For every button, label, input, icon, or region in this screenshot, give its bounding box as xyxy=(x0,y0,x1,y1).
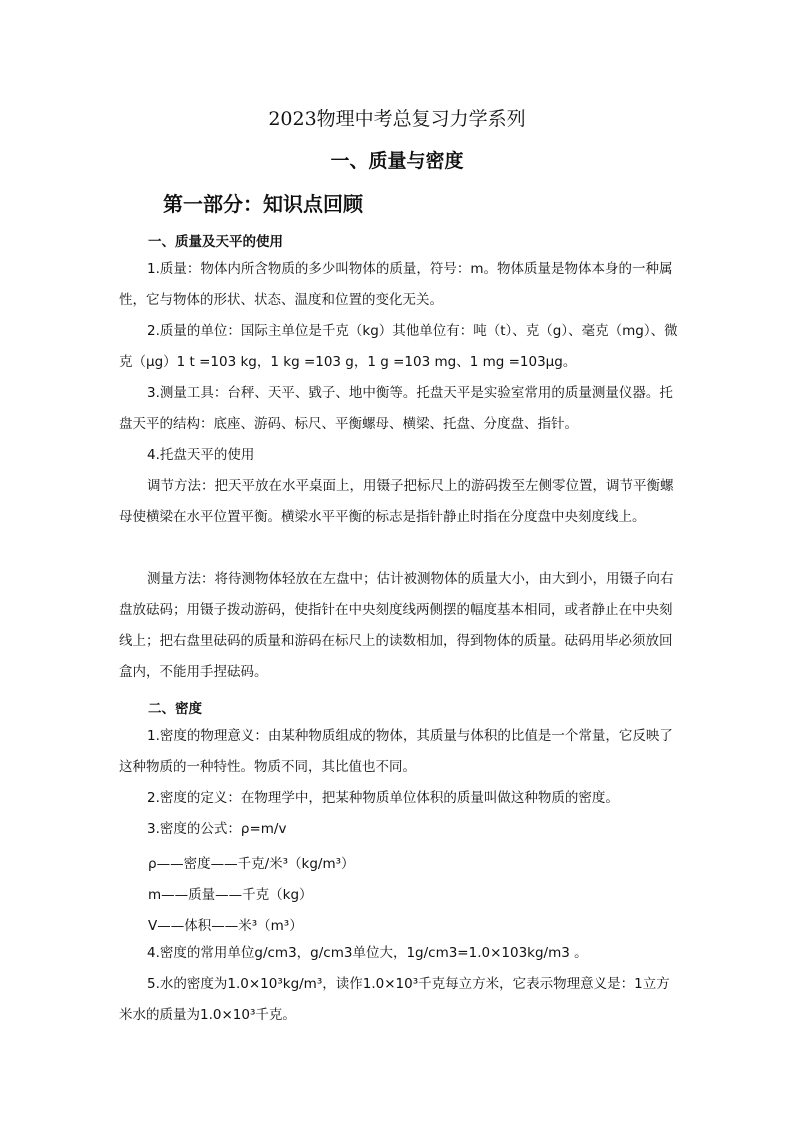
formula-line-mass: m——质量——千克（kg） xyxy=(148,887,313,903)
paragraph-water-density: 5.水的密度为1.0×10³kg/m³，读作1.0×10³千克每立方米，它表示物理意义是：1立方米水的质量为1.0×10³千克。 xyxy=(119,976,670,1023)
chapter-title: 一、质量与密度 xyxy=(330,150,464,172)
paragraph-density-definition: 2.密度的定义：在物理学中，把某种物质单位体积的质量叫做这种物质的密度。 xyxy=(147,790,619,806)
formula-line-density: ρ——密度——千克/米³（kg/m³） xyxy=(148,856,355,872)
section-heading-density: 二、密度 xyxy=(148,701,202,717)
paragraph-measure-method: 测量方法：将待测物体轻放在左盘中；估计被测物体的质量大小，由大到小，用镊子向右盘放砝码；用镊子拨动游码，使指针在中央刻度线两侧摆的幅度基本相同，或者静止在中央刻线上；把右盘里砝码的质量和游码在标尺上的读数相加，得到物体的质量。砝码用毕必须放回盒内，不能用手捏砝码。 xyxy=(119,571,674,680)
paragraph-mass-tools: 3.测量工具：台秤、天平、戥子、地中衡等。托盘天平是实验室常用的质量测量仪器。托盘天平的结构：底座、游码、标尺、平衡螺母、横梁、托盘、分度盘、指针。 xyxy=(119,385,673,432)
paragraph-density-units: 4.密度的常用单位g/cm3，g/cm3单位大，1g/cm3=1.0×103kg/m3 。 xyxy=(147,945,588,961)
section-heading-mass: 一、质量及天平的使用 xyxy=(148,234,283,250)
paragraph-density-meaning: 1.密度的物理意义：由某种物质组成的物体，其质量与体积的比值是一个常量，它反映了这种物质的一种特性。物质不同，其比值也不同。 xyxy=(119,728,673,775)
paragraph-adjust-method: 调节方法：把天平放在水平桌面上，用镊子把标尺上的游码拨至左侧零位置，调节平衡螺母使横梁在水平位置平衡。横梁水平平衡的标志是指针静止时指在分度盘中央刻度线上。 xyxy=(119,478,674,525)
formula-line-volume: V——体积——米³（m³） xyxy=(148,918,303,934)
paragraph-balance-usage: 4.托盘天平的使用 xyxy=(147,447,255,463)
document-title: 2023物理中考总复习力学系列 xyxy=(268,108,526,130)
part-title: 第一部分：知识点回顾 xyxy=(163,192,363,216)
paragraph-mass-units: 2.质量的单位：国际主单位是千克（kg）其他单位有：吨（t）、克（g）、毫克（mg）、微克（μg）1 t =103 kg，1 kg =103 g，1 g =103 mg、1 mg =103μg。 xyxy=(119,323,678,370)
paragraph-mass-definition: 1.质量：物体内所含物质的多少叫物体的质量，符号：m。物体质量是物体本身的一种属性，它与物体的形状、状态、温度和位置的变化无关。 xyxy=(119,261,673,308)
paragraph-density-formula: 3.密度的公式：ρ=m/v xyxy=(147,821,287,837)
